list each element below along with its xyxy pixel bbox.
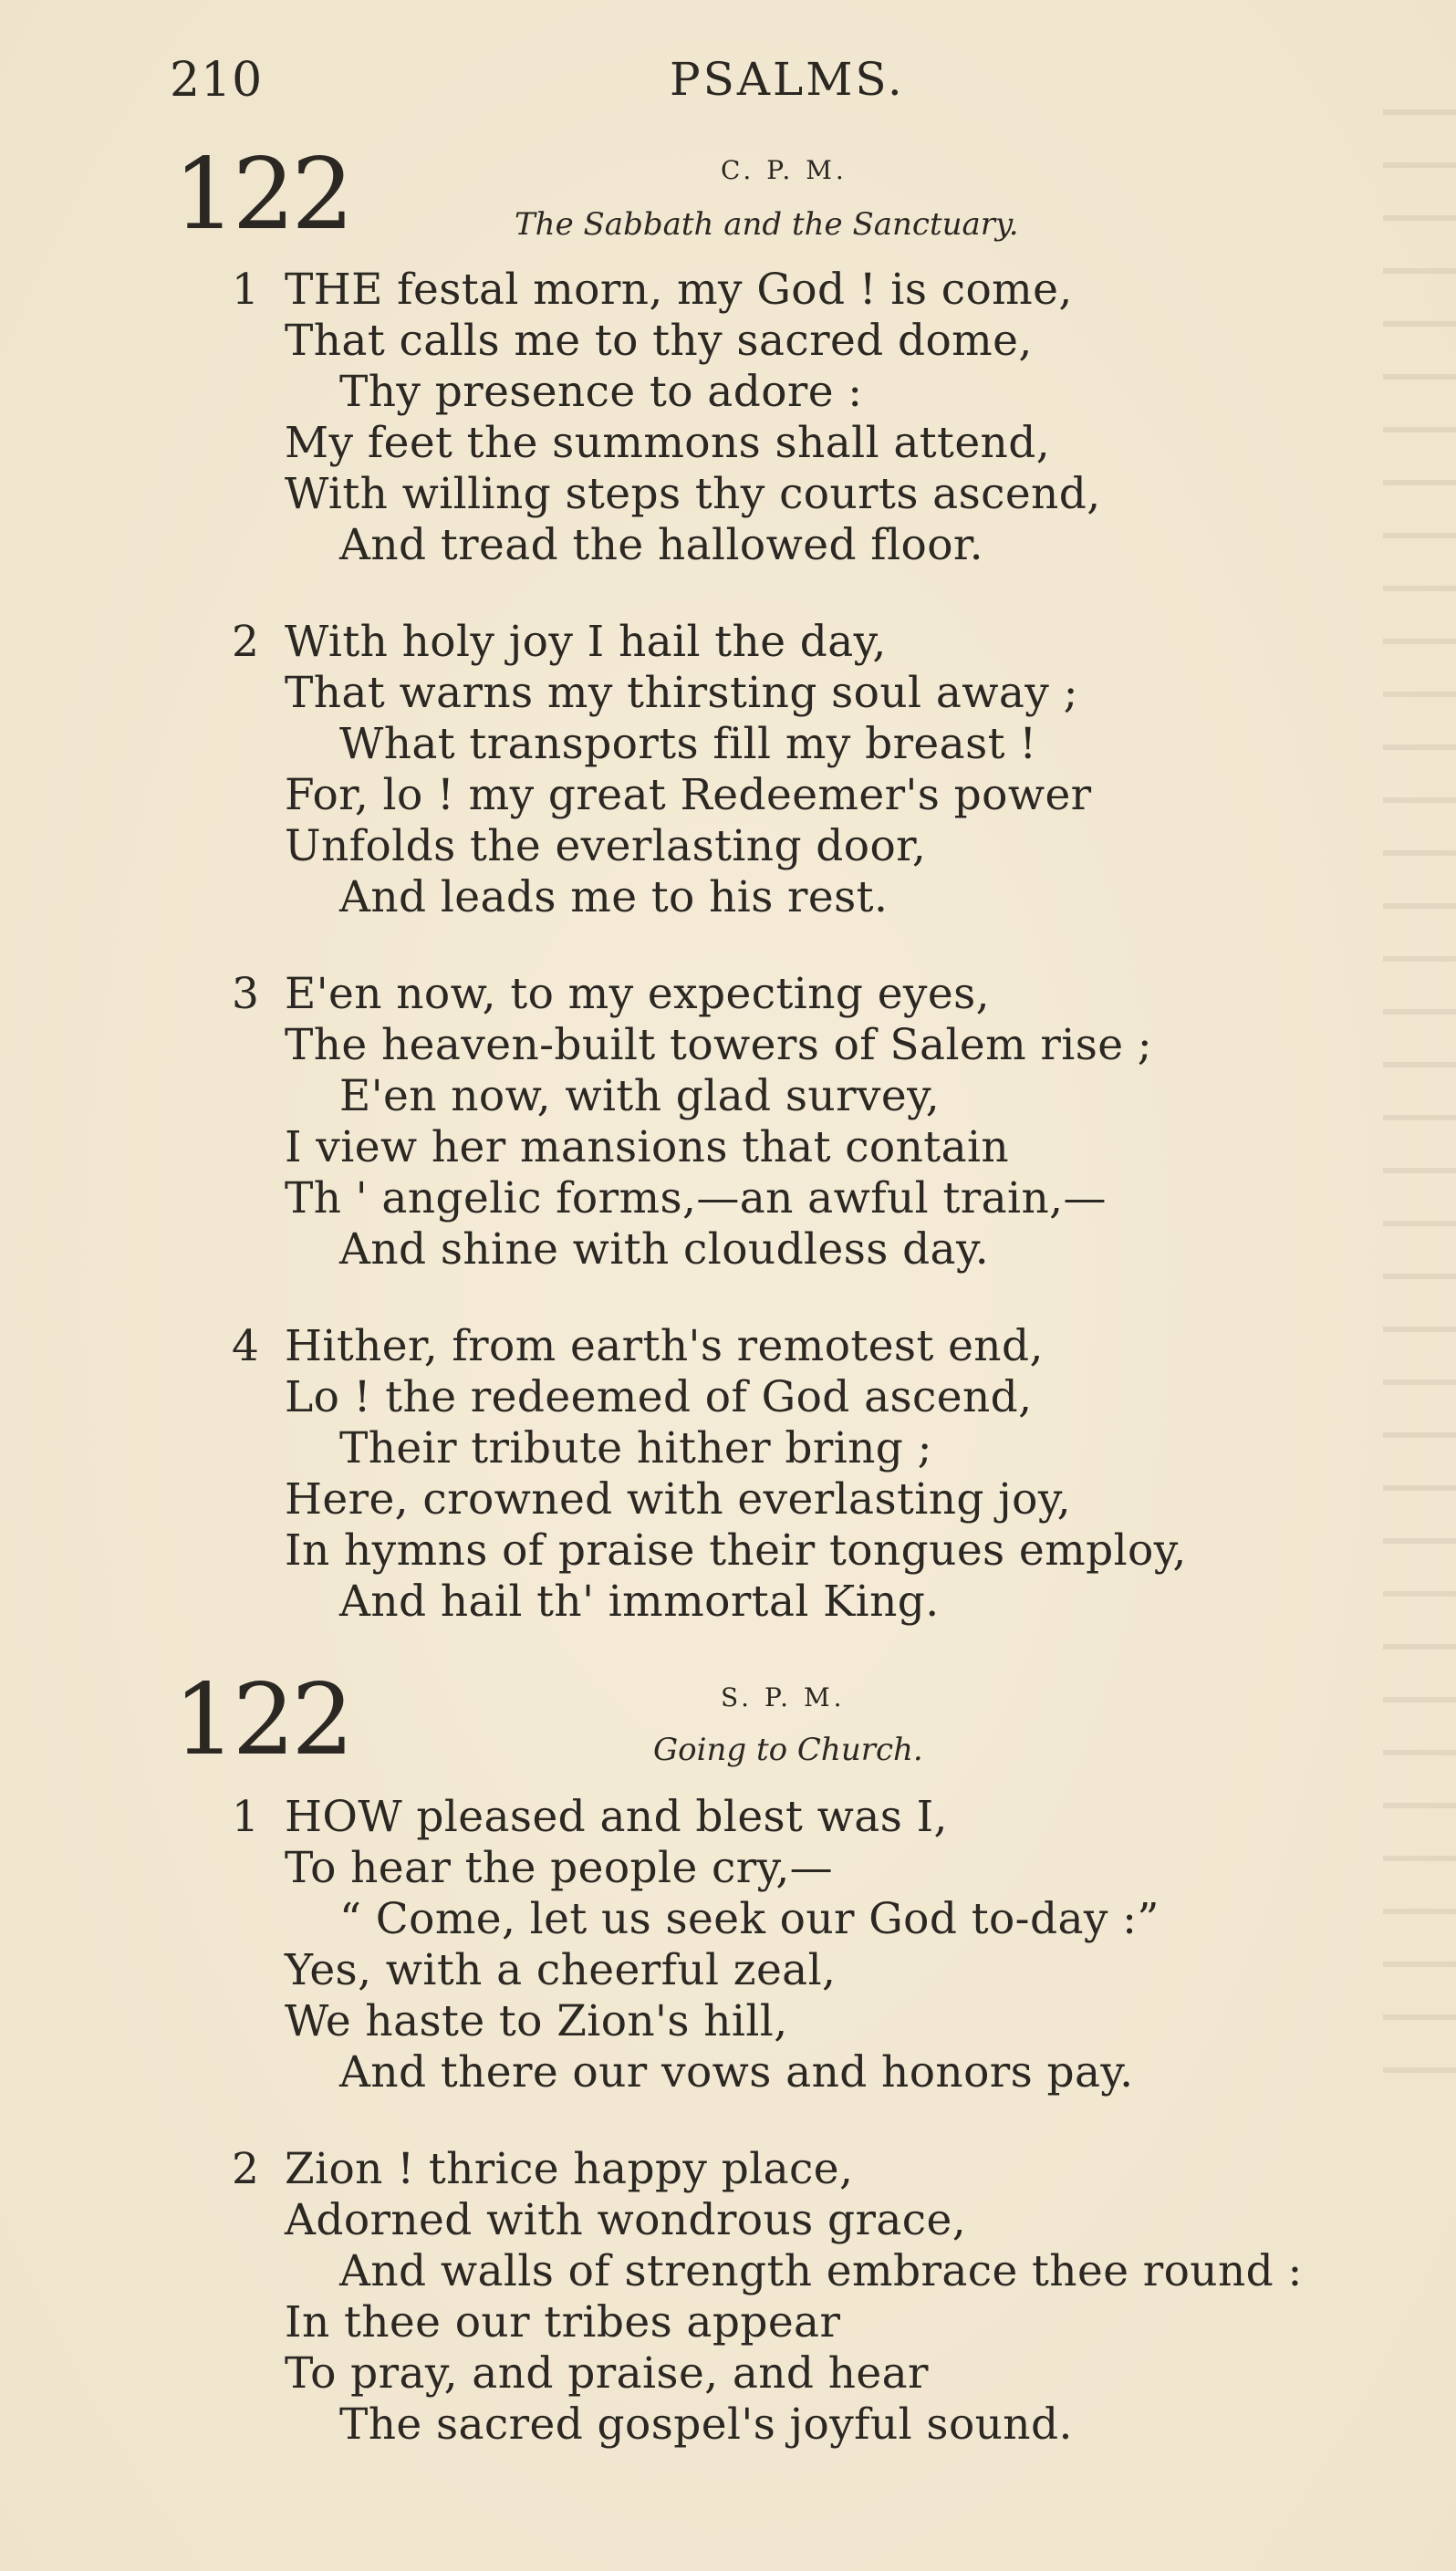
verse-line: Hither, from earth's remotest end, xyxy=(285,1321,1044,1371)
verse-line: And tread the hallowed floor. xyxy=(339,520,983,570)
verse-line: Lo ! the redeemed of God ascend, xyxy=(285,1372,1033,1422)
running-title: PSALMS. xyxy=(670,53,905,106)
verse-line: And shine with cloudless day. xyxy=(339,1224,990,1275)
hymn-subtitle: The Sabbath and the Sanctuary. xyxy=(515,206,1019,243)
verse-number: 4 xyxy=(232,1321,259,1371)
verse-line: Their tribute hither bring ; xyxy=(339,1423,932,1473)
verse-line: The sacred gospel's joyful sound. xyxy=(339,2399,1073,2450)
verse-line: My feet the summons shall attend, xyxy=(285,418,1051,468)
hymn-subtitle: Going to Church. xyxy=(653,1732,923,1768)
verse-line: THE festal morn, my God ! is come, xyxy=(285,265,1073,315)
hymn-meter: C. P. M. xyxy=(721,155,848,185)
running-head xyxy=(170,53,1091,126)
verse-line: To pray, and praise, and hear xyxy=(285,2348,929,2399)
verse-line: In hymns of praise their tongues employ, xyxy=(285,1525,1187,1576)
verse-line: With holy joy I hail the day, xyxy=(285,617,887,667)
verse-line: The heaven-built towers of Salem rise ; xyxy=(285,1020,1153,1070)
page-number: 210 xyxy=(170,53,264,108)
verse-line: Here, crowned with everlasting joy, xyxy=(285,1474,1071,1525)
verse-number: 2 xyxy=(232,617,259,667)
verse-line: And there our vows and honors pay. xyxy=(339,2047,1134,2097)
verse-line: For, lo ! my great Redeemer's power xyxy=(285,770,1092,820)
verse-line: And walls of strength embrace thee round : xyxy=(339,2246,1303,2296)
verse-line: To hear the people cry,— xyxy=(285,1843,834,1893)
verse-line: Zion ! thrice happy place, xyxy=(285,2144,854,2194)
show-through-shadow xyxy=(1383,109,1456,2117)
verse-number: 3 xyxy=(232,969,259,1019)
hymn-number: 122 xyxy=(173,138,351,252)
verse-line: And leads me to his rest. xyxy=(339,872,889,922)
verse-line: And hail th' immortal King. xyxy=(339,1577,940,1627)
verse-line: Thy presence to adore : xyxy=(339,367,863,417)
verse-line: With willing steps thy courts ascend, xyxy=(285,469,1101,519)
verse-line: Unfolds the everlasting door, xyxy=(285,821,927,871)
verse-number: 2 xyxy=(232,2144,259,2194)
verse-line: In thee our tribes appear xyxy=(285,2297,841,2347)
verse-line: That calls me to thy sacred dome, xyxy=(285,316,1033,366)
verse-line: E'en now, with glad survey, xyxy=(339,1071,941,1121)
verse-line: What transports fill my breast ! xyxy=(339,719,1037,769)
hymn-number: 122 xyxy=(173,1663,351,1777)
verse-number: 1 xyxy=(232,1792,259,1842)
hymn-meter: S. P. M. xyxy=(721,1682,846,1712)
verse-line: Th ' angelic forms,—an awful train,— xyxy=(285,1173,1107,1223)
verse-line: Adorned with wondrous grace, xyxy=(285,2195,967,2245)
verse-line: E'en now, to my expecting eyes, xyxy=(285,969,990,1019)
verse-line: That warns my thirsting soul away ; xyxy=(285,668,1078,718)
verse-line: “ Come, let us seek our God to-day :” xyxy=(339,1894,1160,1944)
verse-line: I view her mansions that contain xyxy=(285,1122,1010,1172)
verse-line: Yes, with a cheerful zeal, xyxy=(285,1945,837,1995)
verse-line: We haste to Zion's hill, xyxy=(285,1996,788,2046)
verse-line: HOW pleased and blest was I, xyxy=(285,1792,948,1842)
verse-number: 1 xyxy=(232,265,259,315)
